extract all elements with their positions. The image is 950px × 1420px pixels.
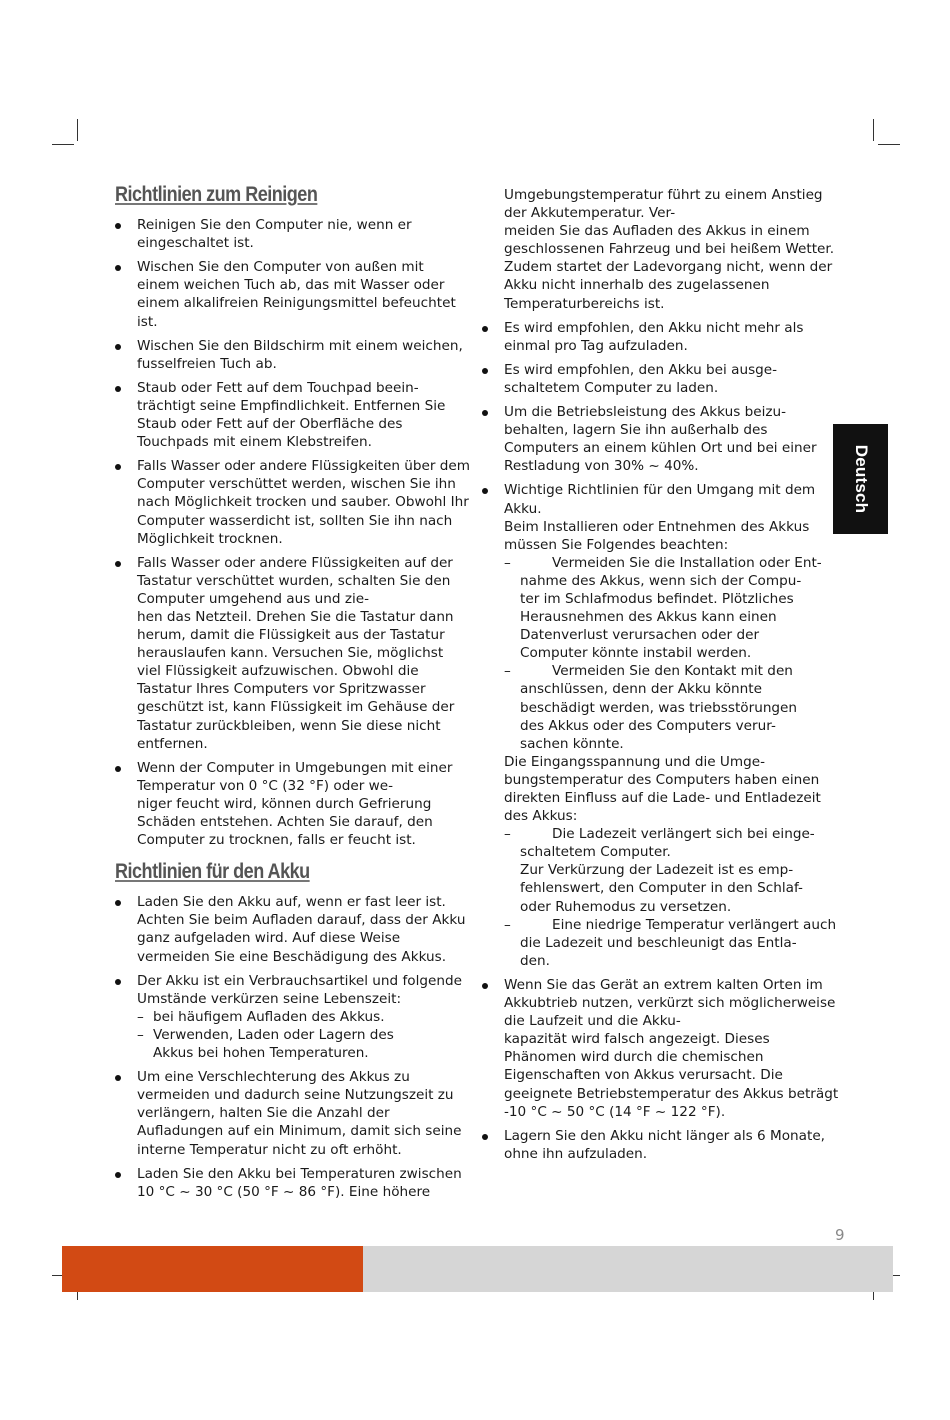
text-line: oder Ruhemodus zu versetzen. <box>520 898 732 915</box>
text-line: Zudem startet der Ladevorgang nicht, wenn der <box>504 259 833 276</box>
text-line: trächtigt seine Empfindlichkeit. Entfernen Sie <box>137 397 446 414</box>
text-line: Akku. <box>504 500 542 517</box>
text-line: geschlossenen Fahrzeug und bei heißem Wetter. <box>504 241 835 258</box>
bullet-icon <box>482 1134 488 1140</box>
text-line: Schäden entstehen. Achten Sie darauf, den <box>137 814 433 830</box>
text-line: Tastatur verschüttet wurden, schalten Sie den <box>137 572 451 589</box>
crop-mark <box>77 119 78 141</box>
text-line: ohne ihn aufzuladen. <box>504 1145 648 1162</box>
bullet-icon <box>115 900 121 906</box>
text-line: Touchpads mit einem Klebstreifen. <box>137 434 372 451</box>
text-line: Herausnehmen des Akkus kann einen <box>520 609 777 626</box>
list-item <box>482 1127 834 1163</box>
text-line: Achten Sie beim Aufladen darauf, dass der Akku <box>137 912 466 929</box>
dash-item <box>504 554 834 572</box>
list-item <box>115 379 465 451</box>
text-line: des Akkus: <box>504 808 578 825</box>
right-column <box>482 186 839 1169</box>
list-item-important <box>482 481 837 970</box>
text-line: fusselfreien Tuch ab. <box>137 355 277 372</box>
list-item <box>115 759 465 849</box>
text-line: Lagern Sie den Akku nicht länger als 6 Monate, <box>504 1127 826 1144</box>
footer-accent-bar <box>62 1246 363 1292</box>
dash-item <box>504 916 837 934</box>
dash-icon: – <box>504 826 511 843</box>
text-line: Laden Sie den Akku auf, wenn er fast leer ist. <box>137 894 446 911</box>
text-line: einmal pro Tag aufzuladen. <box>504 337 688 354</box>
language-side-tab-label: Deutsch <box>851 444 871 514</box>
text-line: Falls Wasser oder andere Flüssigkeiten auf der <box>137 554 453 571</box>
text-line: direkten Einfluss auf die Lade- und Entladezeit <box>504 790 821 806</box>
text-line: geeignete Betriebstemperatur des Akkus beträgt <box>504 1085 839 1102</box>
list-item <box>115 258 465 330</box>
text-line: Tastatur zurückbleiben, wenn Sie diese nicht <box>137 717 441 734</box>
text-line: 10 °C ~ 30 °C (50 °F ~ 86 °F). Eine höhere <box>137 1183 431 1200</box>
text-line: des Akkus oder des Computers verur- <box>520 717 776 734</box>
text-line: ter im Schlafmodus befindet. Plötzliches <box>520 590 794 607</box>
dash-block <box>504 916 837 970</box>
text-line: den. <box>520 952 550 969</box>
text-line: eingeschaltet ist. <box>137 235 254 252</box>
battery-list-left <box>115 893 465 1201</box>
list-item <box>115 554 465 753</box>
text-line: vermeiden Sie eine Beschädigung des Akkus. <box>137 948 447 965</box>
text-line: Reinigen Sie den Computer nie, wenn er <box>137 217 412 234</box>
text-line: Akkus bei hohen Temperaturen. <box>153 1045 369 1062</box>
text-line: kapazität wird falsch angezeigt. Dieses <box>504 1031 770 1048</box>
text-line: Beim Installieren oder Entnehmen des Akkus <box>504 518 810 535</box>
text-line: die Laufzeit und die Akku- <box>504 1013 681 1030</box>
text-line: beschädigt werden, was triebsstörungen <box>520 699 798 716</box>
bullet-icon <box>115 561 121 567</box>
text-line: der Akkutemperatur. Ver- <box>504 205 676 222</box>
list-item <box>482 403 834 475</box>
section-title-battery: Richtlinien für den Akku <box>115 860 310 884</box>
text-line: Möglichkeit trocknen. <box>137 530 283 547</box>
list-item <box>482 361 834 397</box>
text-line: Vermeiden Sie die Installation oder Ent- <box>552 554 822 571</box>
bullet-icon <box>482 410 488 416</box>
bullet-icon <box>115 1172 121 1178</box>
dash-item <box>137 1008 465 1026</box>
text-line: Wenn Sie das Gerät an extrem kalten Orten im <box>504 976 823 993</box>
text-line: Laden Sie den Akku bei Temperaturen zwischen <box>137 1165 462 1182</box>
list-item <box>115 893 465 965</box>
text-line: Computer verschüttet werden, wischen Sie ihn <box>137 476 456 493</box>
text-line: ganz aufgeladen wird. Auf diese Weise <box>137 930 401 947</box>
text-line: Akku nicht innerhalb des zugelassenen <box>504 277 770 294</box>
dash-icon: – <box>504 916 511 933</box>
battery-list-right <box>482 319 839 1163</box>
text-line: Zur Verkürzung der Ladezeit ist es emp- <box>520 862 794 879</box>
text-line: interne Temperatur nicht zu oft erhöht. <box>137 1141 402 1158</box>
cleaning-list <box>115 216 471 849</box>
crop-mark <box>878 144 900 145</box>
continuation-paragraph <box>482 186 834 313</box>
bullet-icon <box>482 983 488 989</box>
language-side-tab <box>833 424 888 534</box>
bullet-icon <box>115 766 121 772</box>
text-line: Es wird empfohlen, den Akku bei ausge- <box>504 361 778 378</box>
bullet-icon <box>115 344 121 350</box>
text-line: Akkubtrieb nutzen, verkürzt sich möglicherweise <box>504 995 836 1012</box>
text-line: Es wird empfohlen, den Akku nicht mehr als <box>504 319 804 336</box>
text-line: vermeiden und dadurch seine Nutzungszeit zu <box>137 1087 454 1104</box>
list-item <box>115 972 465 1062</box>
text-line: Aufladungen auf ein Minimum, damit sich seine <box>137 1123 462 1140</box>
text-line: schaltetem Computer zu laden. <box>504 379 719 396</box>
text-line: Wenn der Computer in Umgebungen mit einer <box>137 759 453 776</box>
text-line: Phänomen wird durch die chemischen <box>504 1049 764 1066</box>
text-line: Datenverlust verursachen oder der <box>520 627 760 644</box>
text-line: herauslaufen kann. Versuchen Sie, möglichst <box>137 645 444 662</box>
page-number: 9 <box>835 1226 845 1244</box>
text-line: Umstände verkürzen seine Lebenszeit: <box>137 990 402 1007</box>
bullet-icon <box>115 386 121 392</box>
text-line: Computer könnte instabil werden. <box>520 645 752 662</box>
text-line: Vermeiden Sie den Kontakt mit den <box>552 663 793 680</box>
text-line: behalten, lagern Sie ihn außerhalb des <box>504 422 768 439</box>
list-item <box>115 337 465 373</box>
footer-bar <box>62 1246 893 1292</box>
text-line: bei häufigem Aufladen des Akkus. <box>153 1008 385 1025</box>
text-line: hen das Netzteil. Drehen Sie die Tastatur dann <box>137 608 454 625</box>
text-line: Eine niedrige Temperatur verlängert auch <box>552 916 837 933</box>
text-line: Um eine Verschlechterung des Akkus zu <box>137 1069 410 1086</box>
text-line: meiden Sie das Aufladen des Akkus in einem <box>504 223 810 240</box>
text-line: Computer wasserdicht ist, sollten Sie ihn nach <box>137 512 453 529</box>
dash-block <box>504 554 834 663</box>
bullet-icon <box>115 979 121 985</box>
text-line: geschützt ist, kann Flüssigkeit im Gehäuse der <box>137 699 455 716</box>
text-line: viel Flüssigkeit aufzuwischen. Obwohl die <box>137 663 419 680</box>
bullet-icon <box>115 464 121 470</box>
text-line: einem alkalifreien Reinigungsmittel befeuchtet <box>137 295 456 312</box>
text-line: Staub oder Fett auf dem Touchpad beein- <box>137 379 419 396</box>
section-title-cleaning: Richtlinien zum Reinigen <box>115 183 318 206</box>
left-column <box>115 183 471 1207</box>
text-line: verlängern, halten Sie die Anzahl der <box>137 1105 390 1122</box>
text-line: -10 °C ~ 50 °C (14 °F ~ 122 °F). <box>504 1103 726 1120</box>
text-line: Verwenden, Laden oder Lagern des <box>153 1026 394 1043</box>
text-line: Tastatur Ihres Computers vor Spritzwasser <box>137 681 426 698</box>
dash-block <box>504 825 834 915</box>
text-line: Staub oder Fett auf der Oberfläche des <box>137 416 403 433</box>
text-line: einem weichen Tuch ab, das mit Wasser oder <box>137 277 445 294</box>
dash-item <box>504 825 834 843</box>
text-line: Wischen Sie den Bildschirm mit einem weichen, <box>137 337 463 354</box>
text-line: die Ladezeit und beschleunigt das Entla- <box>520 934 797 951</box>
dash-block <box>504 662 834 752</box>
dash-icon: – <box>137 1026 144 1043</box>
text-line: nach Möglichkeit trocken und sauber. Obwohl Ihr <box>137 494 469 511</box>
dash-item <box>504 662 834 680</box>
text-line: Der Akku ist ein Verbrauchsartikel und folgende <box>137 972 462 989</box>
bullet-icon <box>115 1075 121 1081</box>
list-item <box>482 976 839 1121</box>
text-line: herum, damit die Flüssigkeit aus der Tastatur <box>137 627 445 644</box>
text-line: Falls Wasser oder andere Flüssigkeiten über dem <box>137 458 471 475</box>
list-item <box>115 1068 465 1158</box>
text-line: Computers an einem kühlen Ort und bei einer <box>504 440 817 457</box>
text-line: entfernen. <box>137 735 208 752</box>
crop-mark <box>873 119 874 141</box>
bullet-icon <box>482 368 488 374</box>
list-item <box>482 319 834 355</box>
bullet-icon <box>115 265 121 271</box>
text-line: ist. <box>137 313 158 330</box>
text-line: fehlenswert, den Computer in den Schlaf- <box>520 880 803 897</box>
text-line: Um die Betriebsleistung des Akkus beizu- <box>504 404 787 421</box>
text-line: Die Eingangsspannung und die Umge- <box>504 753 766 770</box>
text-line: Wichtige Richtlinien für den Umgang mit dem <box>504 482 816 499</box>
list-item <box>115 216 465 252</box>
text-line: Wischen Sie den Computer von außen mit <box>137 259 424 276</box>
text-line: Umgebungstemperatur führt zu einem Anstieg <box>504 187 823 203</box>
text-line: Temperatur von 0 °C (32 °F) oder we- <box>137 777 394 794</box>
text-line: müssen Sie Folgendes beachten: <box>504 536 729 553</box>
text-line: niger feucht wird, können durch Gefrierung <box>137 795 432 812</box>
text-line: bungstemperatur des Computers haben einen <box>504 771 820 788</box>
text-line: schaltetem Computer. <box>520 844 671 861</box>
text-line: Eigenschaften von Akkus verursacht. Die <box>504 1067 783 1084</box>
crop-mark <box>52 144 74 145</box>
text-line: nahme des Akkus, wenn sich der Compu- <box>520 572 802 589</box>
bullet-icon <box>482 488 488 494</box>
bullet-icon <box>482 326 488 332</box>
text-line: sachen könnte. <box>520 735 624 752</box>
bullet-icon <box>115 223 121 229</box>
text-line: Temperaturbereichs ist. <box>504 295 665 312</box>
text-line: Computer zu trocknen, falls er feucht ist. <box>137 832 416 849</box>
dash-icon: – <box>137 1008 144 1025</box>
text-line: Die Ladezeit verlängert sich bei einge- <box>552 826 815 843</box>
text-line: anschlüssen, denn der Akku könnte <box>520 681 762 698</box>
list-item <box>115 1165 465 1201</box>
text-line: Computer umgehend aus und zie- <box>137 590 370 607</box>
list-item <box>115 457 471 547</box>
dash-item <box>137 1026 465 1044</box>
dash-icon: – <box>504 663 511 680</box>
text-line: Restladung von 30% ~ 40%. <box>504 458 699 475</box>
dash-icon: – <box>504 554 511 571</box>
